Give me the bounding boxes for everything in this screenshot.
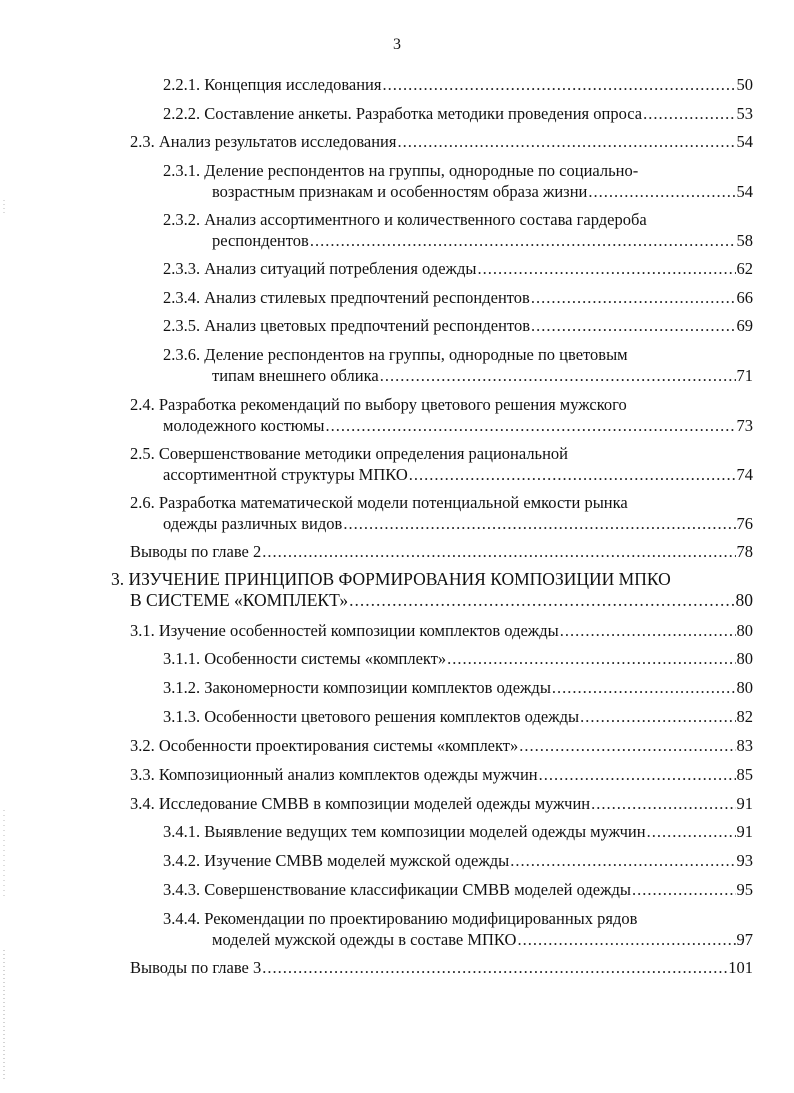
toc-entry-page: 80 [735,590,753,610]
toc-entry-page: 80 [736,649,753,668]
toc-entry-title: 3.4.1. Выявление ведущих тем композиции моделей одежды мужчин [163,822,646,841]
dot-leader [325,415,735,436]
dot-leader [531,287,736,308]
toc-entry [163,287,753,308]
dot-leader [552,677,736,698]
toc-entry [163,821,753,842]
toc-entry [130,793,753,814]
dot-leader [588,181,735,202]
toc-entry-title: 3.1.1. Особенности системы «комплект» [163,649,447,668]
toc-entry-title-continued: одежды различных видов [163,514,343,533]
toc-entry [130,394,753,436]
dot-leader [262,957,727,978]
toc-entry-page: 82 [736,707,753,726]
toc-entry-page: 54 [736,132,753,151]
toc-entry-title: 2.3.6. Деление респондентов на группы, однородные по цветовым [163,345,628,364]
toc-entry-title: 2.5. Совершенствование методики определения рациональной [130,444,568,463]
toc-entry-page: 73 [736,416,753,435]
toc-entry-title-continued: молодежного костюмы [163,416,325,435]
dot-leader [647,821,736,842]
toc-entry-page: 91 [736,794,753,813]
toc-entry-page: 95 [736,880,753,899]
toc-entry-title: 2.3.4. Анализ стилевых предпочтений респондентов [163,288,530,307]
toc-entry [130,620,753,641]
toc-entry-page: 93 [736,851,753,870]
toc-entry [130,957,753,978]
toc-entry-page: 71 [736,366,753,385]
dot-leader [519,735,735,756]
toc-entry-title: 2.6. Разработка математической модели потенциальной емкости рынка [130,493,628,512]
toc-entry-title: 3.1. Изучение особенностей композиции комплектов одежды [130,621,559,640]
toc-entry-page: 66 [736,288,753,307]
toc-entry [163,258,753,279]
toc-chapter-heading [111,569,753,611]
toc-entry-page: 80 [736,621,753,640]
page-number: 3 [393,36,401,53]
toc-entry-page: 62 [736,259,753,278]
toc-entry-page: 69 [736,316,753,335]
toc-entry-page: 53 [736,104,753,123]
toc-entry [130,764,753,785]
toc-entry [130,131,753,152]
dot-leader [539,764,736,785]
dot-leader [643,103,735,124]
toc-entry [163,209,753,251]
toc-entry-title-continued: респондентов [212,231,309,250]
toc-entry [163,908,753,950]
toc-entry-title: 2.3.2. Анализ ассортиментного и количественного состава гардероба [163,210,647,229]
toc-entry [163,879,753,900]
toc-entry-page: 54 [736,182,753,201]
toc-entry-title-continued: возрастным признакам и особенностям образа жизни [212,182,588,201]
toc-entry [163,74,753,95]
toc-entry-title: 2.2.1. Концепция исследования [163,75,382,94]
toc-entry [163,677,753,698]
dot-leader [591,793,735,814]
toc-entry-title: 2.4. Разработка рекомендаций по выбору цветового решения мужского [130,395,627,414]
toc-entry-title: 3.4.2. Изучение СМВВ моделей мужской одежды [163,851,510,870]
toc-entry [163,315,753,336]
toc-entry [163,160,753,202]
dot-leader [510,850,735,871]
toc-entry-page: 101 [728,958,753,977]
dot-leader [477,258,735,279]
dot-leader [560,620,736,641]
dot-leader [262,541,735,562]
dot-leader [310,230,736,251]
toc-entry-page: 80 [736,678,753,697]
toc-entry-title: 2.3. Анализ результатов исследования [130,132,397,151]
toc-entry [163,648,753,669]
toc-entry [163,344,753,386]
toc-entry-page: 85 [736,765,753,784]
toc-entry-title: 3.4.3. Совершенствование классификации СМВВ моделей одежды [163,880,632,899]
toc-entry [130,735,753,756]
toc-entry-title: 2.2.2. Составление анкеты. Разработка методики проведения опроса [163,104,643,123]
dot-leader [409,464,736,485]
toc-entry [163,850,753,871]
dot-leader [517,929,735,950]
toc-entry-title: 3.1.3. Особенности цветового решения комплектов одежды [163,707,580,726]
dot-leader [349,590,734,611]
dot-leader [397,131,735,152]
toc-entry-title: Выводы по главе 3 [130,958,262,977]
toc-entry-title: 3. ИЗУЧЕНИЕ ПРИНЦИПОВ ФОРМИРОВАНИЯ КОМПОЗИЦИИ МПКО [111,569,671,589]
toc-entry-title-continued: ассортиментной структуры МПКО [163,465,408,484]
toc-entry-title: 3.2. Особенности проектирования системы «комплект» [130,736,519,755]
toc-entry-page: 83 [736,736,753,755]
toc-entry-title: 2.3.1. Деление респондентов на группы, однородные по социально- [163,161,639,180]
dot-leader [531,315,736,336]
toc-entry [163,706,753,727]
toc-entry [130,443,753,485]
toc-entry-title: 2.3.5. Анализ цветовых предпочтений респондентов [163,316,530,335]
toc-entry-page: 58 [736,231,753,250]
toc-entry-title: 3.4.4. Рекомендации по проектированию модифицированных рядов [163,909,638,928]
toc-entry-page: 97 [736,930,753,949]
scan-margin-artifact [2,120,6,1090]
toc-entry [130,541,753,562]
toc-entry-page: 74 [736,465,753,484]
toc-entry-page: 50 [736,75,753,94]
toc-entry-title: Выводы по главе 2 [130,542,262,561]
dot-leader [632,879,735,900]
toc-entry-page: 76 [736,514,753,533]
dot-leader [447,648,735,669]
toc-entry-page: 91 [736,822,753,841]
toc-entry-title-continued: В СИСТЕМЕ «КОМПЛЕКТ» [130,590,349,610]
toc-entry-title: 3.1.2. Закономерности композиции комплектов одежды [163,678,551,697]
toc-entry-title: 3.3. Композиционный анализ комплектов одежды мужчин [130,765,538,784]
toc-entry [163,103,753,124]
dot-leader [580,706,735,727]
toc-entry-title-continued: типам внешнего облика [212,366,379,385]
toc-entry-title: 3.4. Исследование СМВВ в композиции моделей одежды мужчин [130,794,591,813]
dot-leader [382,74,735,95]
toc-entry [130,492,753,534]
toc-entry-page: 78 [736,542,753,561]
dot-leader [343,513,735,534]
toc-entry-title: 2.3.3. Анализ ситуаций потребления одежды [163,259,477,278]
dot-leader [380,365,736,386]
toc-entry-title-continued: моделей мужской одежды в составе МПКО [212,930,517,949]
